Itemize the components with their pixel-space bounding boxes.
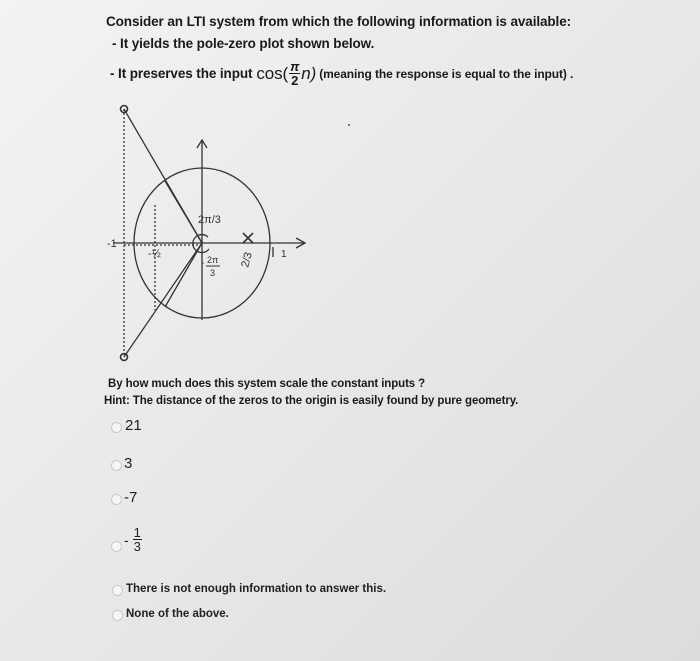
pole-zero-diagram	[95, 95, 325, 370]
option-f-radio[interactable]	[112, 610, 123, 621]
option-d-fraction	[133, 526, 142, 553]
label-top-angle: 2π/3	[198, 214, 221, 226]
radial-line-upper	[165, 181, 202, 243]
option-a-radio[interactable]	[111, 422, 122, 433]
cos-argument-fraction	[289, 60, 300, 87]
option-e-label: There is not enough information to answer this.	[126, 583, 387, 595]
label-pole-value: 2/3	[239, 250, 255, 269]
fraction-numerator: π	[290, 59, 300, 74]
option-d-sign: -	[124, 531, 129, 548]
question-line-2: - It yields the pole-zero plot shown below.	[112, 36, 375, 51]
option-a-label: 21	[125, 417, 142, 434]
option-f-label: None of the above.	[126, 608, 229, 620]
option-d-denominator: 3	[133, 539, 141, 554]
option-d-numerator: 1	[133, 525, 141, 540]
prompt-hint: Hint: The distance of the zeros to the origin is easily found by pure geometry.	[104, 395, 519, 407]
option-c-label: -7	[124, 489, 138, 506]
question-line-1: Consider an LTI system from which the following information is available:	[106, 14, 572, 29]
option-d-label	[124, 526, 143, 553]
label-bottom-angle-den: 3	[210, 268, 216, 278]
option-c-radio[interactable]	[111, 494, 122, 505]
option-b-label: 3	[124, 455, 133, 472]
option-b-radio[interactable]	[111, 460, 122, 471]
cos-function: cos(	[256, 63, 289, 83]
option-e-radio[interactable]	[112, 585, 123, 596]
fraction-denominator: 2	[291, 73, 299, 88]
question-line-3-suffix: (meaning the response is equal to the input) .	[319, 66, 574, 81]
stray-dot	[348, 124, 350, 126]
question-line-3-prefix: - It preserves the input	[110, 66, 253, 81]
cos-variable: n)	[301, 63, 317, 83]
label-bottom-angle-sign: -	[201, 258, 205, 269]
question-line-3	[110, 60, 573, 87]
option-d-radio[interactable]	[111, 541, 122, 552]
label-bottom-angle-num: 2π	[207, 255, 219, 265]
prompt-question: By how much does this system scale the constant inputs ?	[108, 378, 426, 390]
label-one: 1	[281, 249, 287, 260]
radial-line-lower	[165, 243, 205, 307]
label-minus-one: -1	[107, 238, 117, 250]
label-minus-half: -½	[148, 248, 161, 260]
